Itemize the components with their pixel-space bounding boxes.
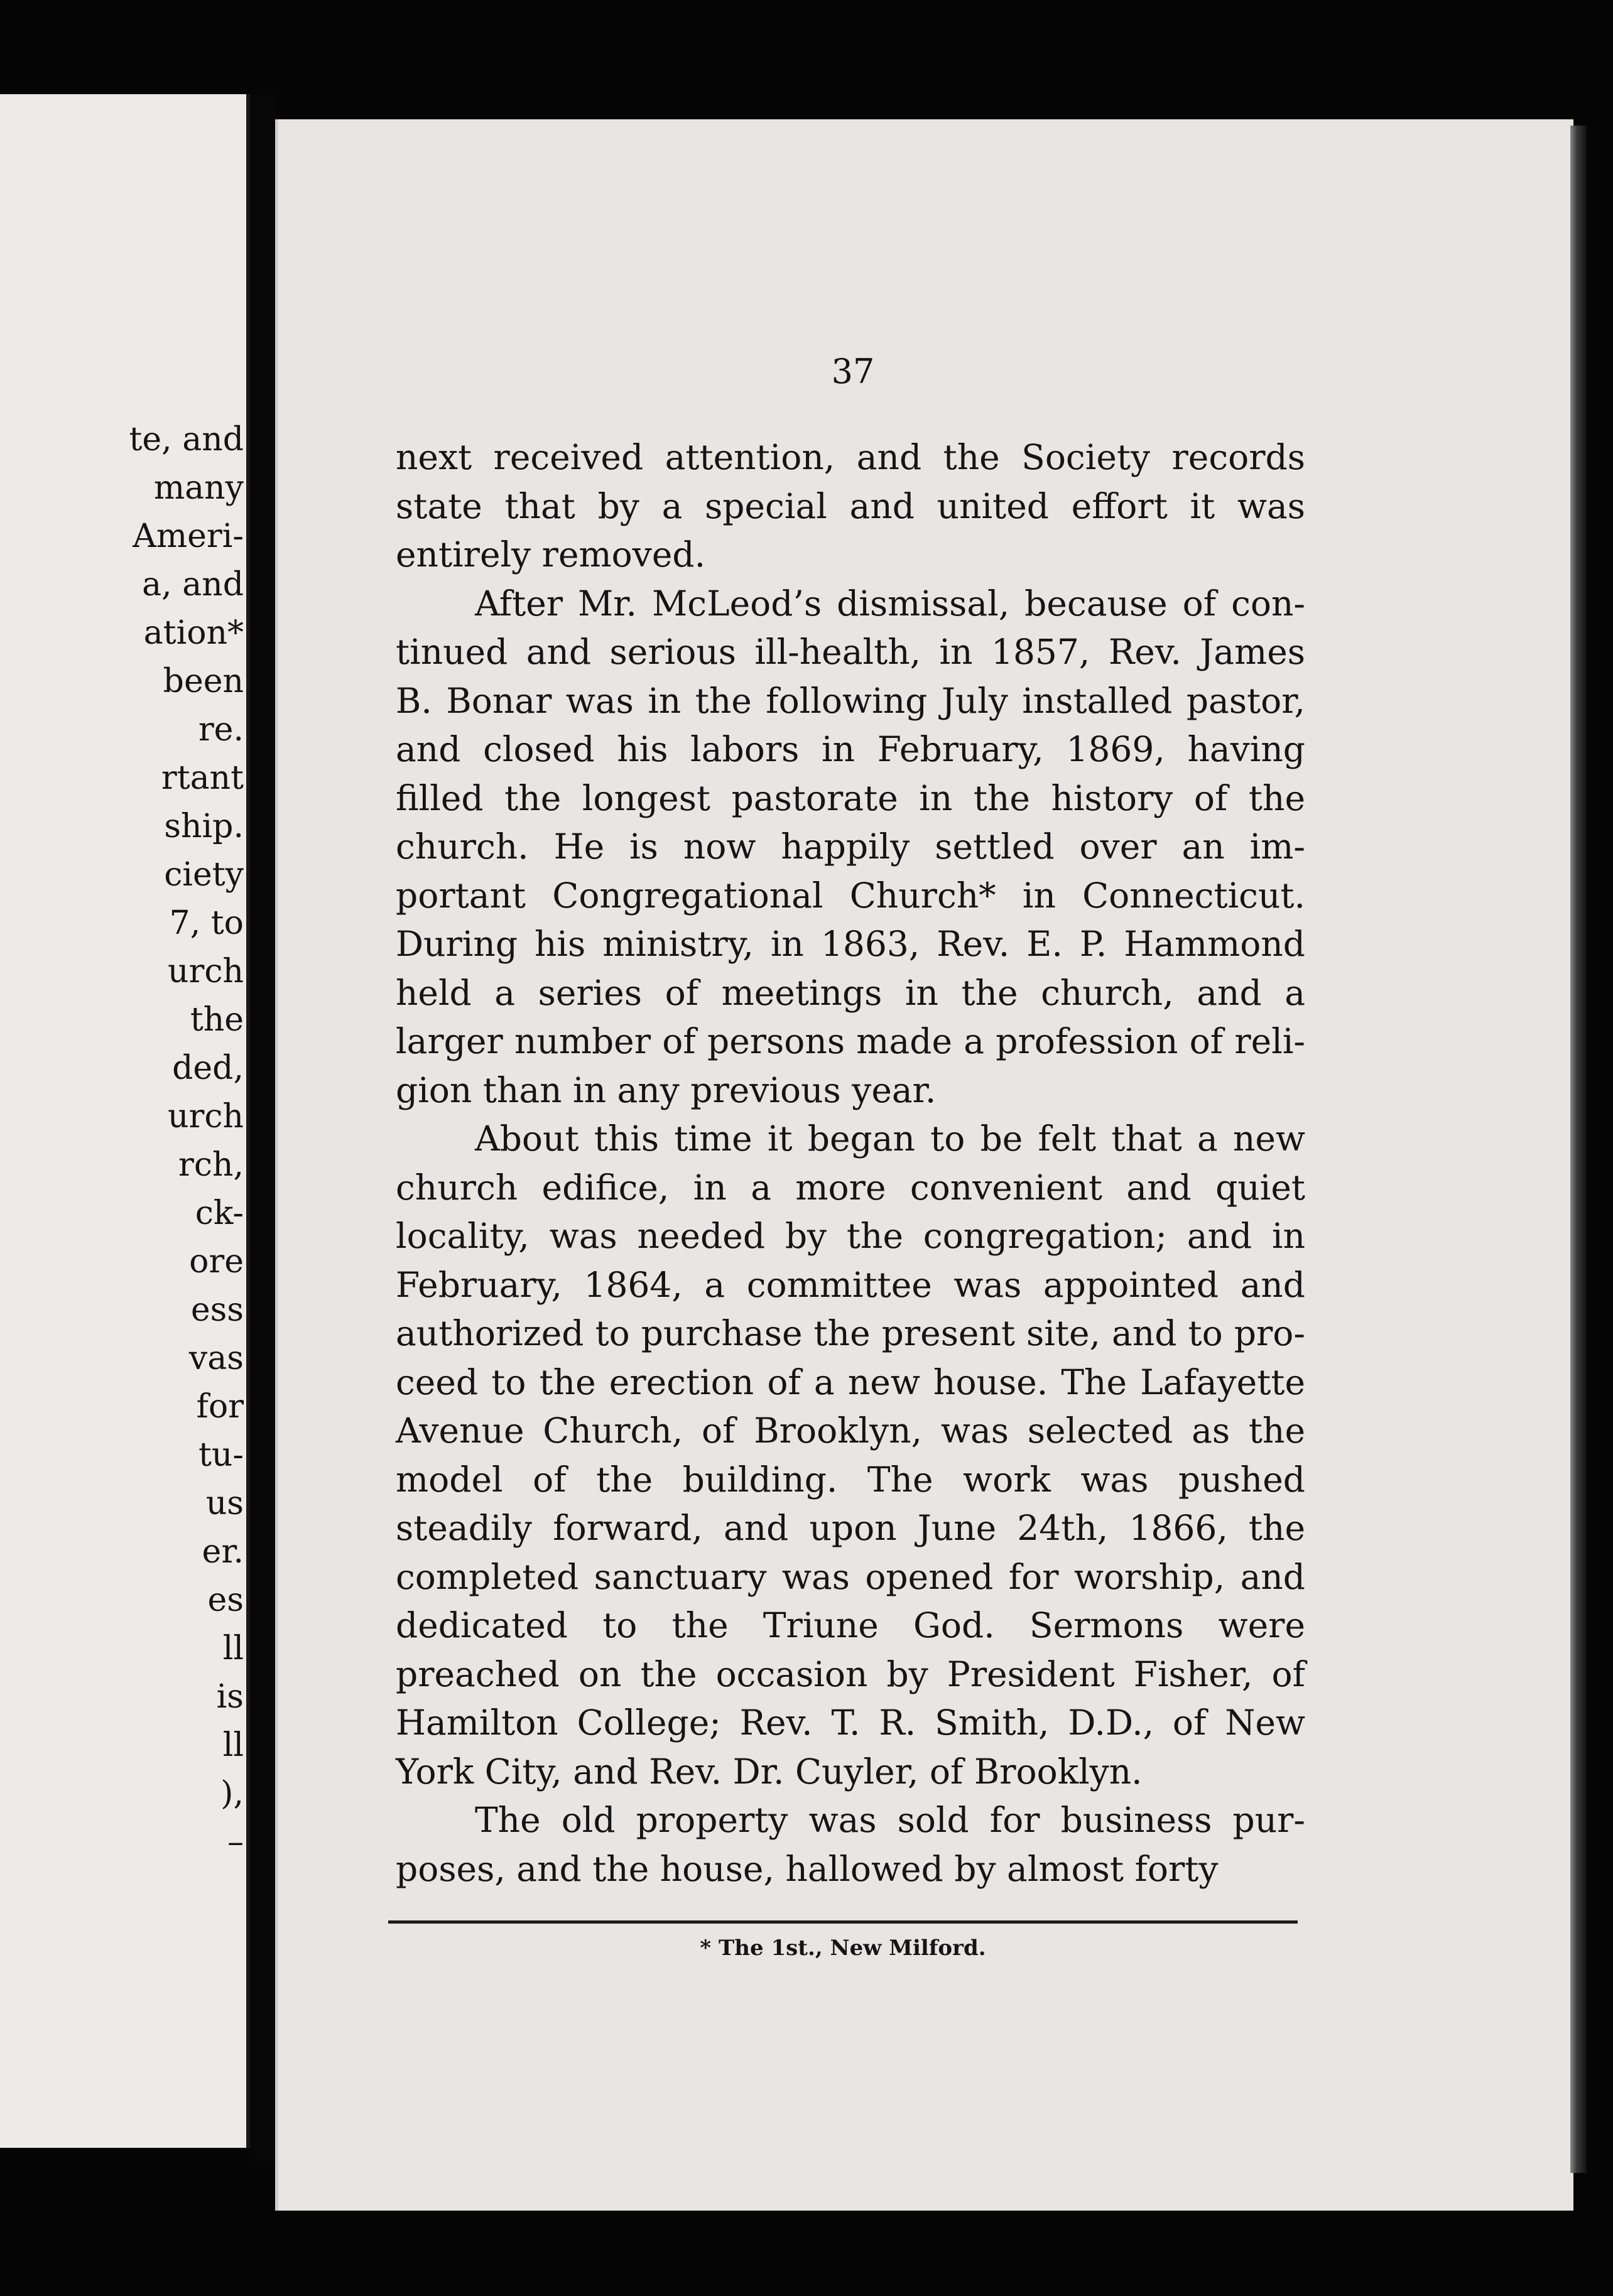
facing-page-fragment: ciety — [164, 856, 244, 894]
text-line: authorized to purchase the present site, and to pro- — [396, 1313, 1305, 1353]
facing-page-fragment: for — [196, 1388, 244, 1426]
facing-page-fragment: been — [163, 663, 244, 700]
facing-page-fragment: urch — [168, 1098, 244, 1135]
text-line: locality, was needed by the congregation; and in — [396, 1216, 1305, 1256]
paragraph — [396, 433, 1305, 580]
text-line: After Mr. McLeod’s dismissal, because of con- — [475, 583, 1305, 624]
text-line: tinued and serious ill-health, in 1857, Rev. James — [396, 632, 1305, 672]
footnote: * The 1st., New Milford. — [700, 1936, 986, 1961]
text-line: poses, and the house, hallowed by almost forty — [396, 1848, 1219, 1889]
facing-page-fragment: ll — [222, 1630, 244, 1667]
text-line: model of the building. The work was pushed — [396, 1459, 1305, 1500]
facing-page-fragment: es — [207, 1581, 244, 1619]
page-number: 37 — [831, 352, 875, 391]
facing-page-fragment: re. — [198, 711, 244, 749]
text-line: preached on the occasion by President Fisher, of — [396, 1654, 1305, 1694]
facing-page-fragment: ore — [189, 1243, 244, 1281]
facing-page-fragment: many — [153, 469, 244, 507]
text-line: held a series of meetings in the church, and a — [396, 972, 1305, 1013]
facing-page-fragment: te, and — [129, 421, 244, 458]
page-edge — [1570, 126, 1587, 2173]
facing-page-left — [0, 94, 250, 2148]
facing-page-fragment: rch, — [178, 1146, 244, 1184]
text-line: church. He is now happily settled over an im- — [396, 826, 1305, 867]
text-line: York City, and Rev. Dr. Cuyler, of Brooklyn. — [396, 1751, 1143, 1792]
paragraph — [396, 580, 1305, 1115]
text-line: The old property was sold for business pur- — [475, 1800, 1305, 1840]
facing-page-fragment: Ameri- — [133, 517, 244, 555]
facing-page-fragment: ll — [222, 1726, 244, 1764]
text-line: larger number of persons made a profession of reli- — [396, 1021, 1305, 1061]
text-line: steadily forward, and upon June 24th, 1866, the — [396, 1508, 1305, 1548]
facing-page-fragment: ship. — [164, 808, 244, 845]
facing-page-fragment: 7, to — [169, 904, 244, 942]
footnote-rule — [388, 1920, 1298, 1924]
text-line: entirely removed. — [396, 534, 706, 575]
facing-page-fragment: the — [190, 1001, 244, 1039]
text-line: B. Bonar was in the following July installed pastor, — [396, 680, 1305, 721]
text-line: During his ministry, in 1863, Rev. E. P. Hammond — [396, 924, 1305, 964]
facing-page-fragment: a, and — [142, 566, 244, 604]
facing-page-fragment: us — [205, 1485, 244, 1522]
facing-page-fragment: vas — [188, 1340, 244, 1377]
text-line: state that by a special and united effort it was — [396, 485, 1305, 526]
book-gutter — [250, 94, 275, 2167]
paragraph — [396, 1115, 1305, 1796]
body-text — [396, 433, 1305, 1893]
facing-page-fragment: ), — [220, 1775, 244, 1812]
facing-page-fragment: is — [216, 1678, 244, 1716]
text-line: dedicated to the Triune God. Sermons were — [396, 1605, 1305, 1645]
facing-page-fragment: ck- — [195, 1194, 244, 1232]
text-line: About this time it began to be felt that a new — [475, 1118, 1305, 1159]
text-line: and closed his labors in February, 1869, having — [396, 729, 1305, 769]
text-line: Avenue Church, of Brooklyn, was selected as the — [396, 1411, 1305, 1451]
text-line: completed sanctuary was opened for worship, and — [396, 1556, 1305, 1597]
text-line: February, 1864, a committee was appointed and — [396, 1264, 1305, 1305]
facing-page-fragment: urch — [168, 953, 244, 990]
facing-page-fragment: ess — [190, 1291, 244, 1329]
facing-page-fragment: tu- — [198, 1436, 244, 1474]
text-line: ceed to the erection of a new house. The Lafayette — [396, 1362, 1305, 1402]
paragraph — [396, 1796, 1305, 1893]
text-line: portant Congregational Church* in Connecticut. — [396, 875, 1305, 916]
text-line: gion than in any previous year. — [396, 1069, 937, 1110]
facing-page-fragment: – — [227, 1823, 244, 1861]
text-line: next received attention, and the Society records — [396, 437, 1305, 477]
text-line: church edifice, in a more convenient and quiet — [396, 1167, 1305, 1208]
text-line: filled the longest pastorate in the history of the — [396, 777, 1305, 818]
text-line: Hamilton College; Rev. T. R. Smith, D.D., of New — [396, 1703, 1305, 1743]
facing-page-fragment: er. — [202, 1533, 244, 1571]
facing-page-fragment: ded, — [172, 1049, 244, 1087]
facing-page-fragment: rtant — [161, 759, 244, 797]
facing-page-fragment: ation* — [143, 614, 244, 652]
